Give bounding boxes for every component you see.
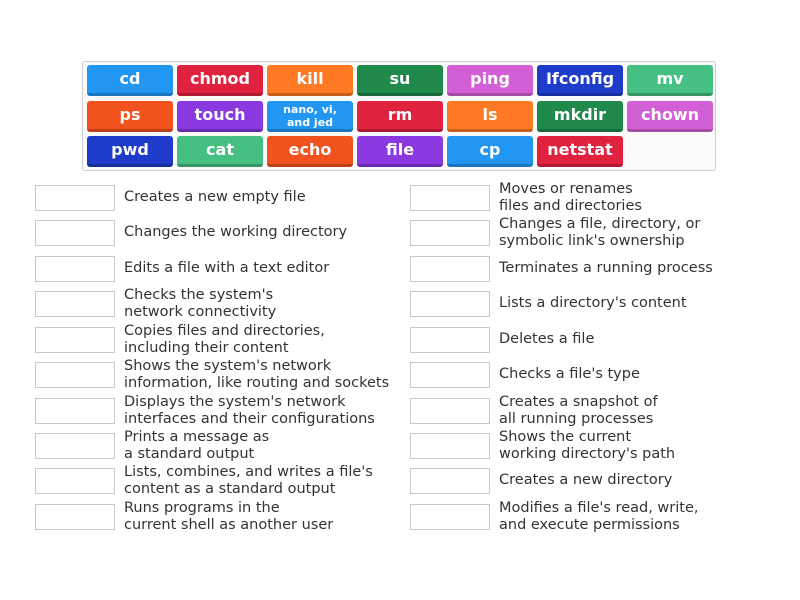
left-description: Prints a message as a standard output — [124, 428, 270, 462]
left-drop-slot[interactable] — [35, 362, 115, 388]
left-description: Edits a file with a text editor — [124, 260, 330, 277]
tile-label: chmod — [190, 69, 250, 88]
right-description: Creates a new directory — [499, 472, 673, 489]
tile-label: chown — [640, 105, 700, 124]
answer-tile[interactable] — [177, 65, 263, 96]
answer-tile[interactable] — [537, 101, 623, 132]
tile-label: cp — [479, 140, 501, 159]
answer-tile[interactable] — [177, 136, 263, 167]
left-description: Lists, combines, and writes a file's content as a standard output — [124, 463, 373, 497]
answer-tile[interactable] — [627, 101, 713, 132]
answer-tile[interactable] — [537, 136, 623, 167]
answer-tile[interactable] — [87, 101, 173, 132]
right-drop-slot[interactable] — [410, 220, 490, 246]
left-drop-slot[interactable] — [35, 327, 115, 353]
answer-tile[interactable] — [87, 65, 173, 96]
answer-tile[interactable] — [447, 65, 533, 96]
tile-label: ls — [482, 105, 498, 124]
left-drop-slot[interactable] — [35, 185, 115, 211]
tile-label: cd — [119, 69, 141, 88]
right-drop-slot[interactable] — [410, 291, 490, 317]
left-description: Copies files and directories, including their content — [124, 322, 325, 356]
left-description: Runs programs in the current shell as another user — [124, 499, 334, 533]
left-drop-slot[interactable] — [35, 468, 115, 494]
right-description: Checks a file's type — [499, 366, 640, 383]
right-drop-slot[interactable] — [410, 362, 490, 388]
left-description: Displays the system's network interfaces and their configurations — [124, 393, 375, 427]
answer-tile[interactable] — [267, 136, 353, 167]
right-drop-slot[interactable] — [410, 256, 490, 282]
right-drop-slot[interactable] — [410, 398, 490, 424]
right-description: Modifies a file's read, write, and execute permissions — [499, 499, 699, 533]
left-drop-slot[interactable] — [35, 504, 115, 530]
right-drop-slot[interactable] — [410, 468, 490, 494]
right-description: Deletes a file — [499, 331, 595, 348]
answer-tile[interactable] — [357, 136, 443, 167]
right-description: Lists a directory's content — [499, 295, 687, 312]
tile-label: pwd — [111, 140, 149, 159]
tile-label: netstat — [547, 140, 613, 159]
answer-tile[interactable] — [357, 65, 443, 96]
tile-label: ping — [470, 69, 510, 88]
right-drop-slot[interactable] — [410, 433, 490, 459]
answer-tile-bank — [82, 61, 716, 171]
right-drop-slot[interactable] — [410, 185, 490, 211]
tile-label: kill — [296, 69, 324, 88]
right-description: Terminates a running process — [499, 260, 713, 277]
answer-tile[interactable] — [627, 65, 713, 96]
right-drop-slot[interactable] — [410, 327, 490, 353]
answer-tile[interactable] — [447, 136, 533, 167]
tile-label: rm — [387, 105, 413, 124]
left-drop-slot[interactable] — [35, 398, 115, 424]
left-description: Checks the system's network connectivity — [124, 286, 277, 320]
tile-label: ps — [119, 105, 141, 124]
left-description: Changes the working directory — [124, 224, 348, 241]
tile-label: cat — [206, 140, 234, 159]
answer-tile[interactable] — [357, 101, 443, 132]
answer-tile[interactable] — [177, 101, 263, 132]
left-drop-slot[interactable] — [35, 433, 115, 459]
tile-label: file — [385, 140, 415, 159]
answer-tile[interactable] — [447, 101, 533, 132]
tile-label: mv — [656, 69, 684, 88]
left-drop-slot[interactable] — [35, 256, 115, 282]
tile-label: Ifconfig — [545, 69, 615, 88]
answer-tile[interactable] — [537, 65, 623, 96]
right-description: Changes a file, directory, or symbolic link's ownership — [499, 215, 701, 249]
right-drop-slot[interactable] — [410, 504, 490, 530]
left-description: Shows the system's network information, like routing and sockets — [124, 357, 390, 391]
answer-tile[interactable] — [267, 101, 353, 132]
tile-label: touch — [194, 105, 246, 124]
answer-tile[interactable] — [267, 65, 353, 96]
left-description: Creates a new empty file — [124, 189, 306, 206]
right-description: Moves or renames files and directories — [499, 180, 642, 214]
answer-tile[interactable] — [87, 136, 173, 167]
right-description: Creates a snapshot of all running processes — [499, 393, 658, 427]
tile-label: su — [389, 69, 411, 88]
tile-label: echo — [288, 140, 332, 159]
left-drop-slot[interactable] — [35, 291, 115, 317]
tile-label: nano, vi, and jed — [283, 102, 337, 129]
tile-label: mkdir — [553, 105, 607, 124]
left-drop-slot[interactable] — [35, 220, 115, 246]
right-description: Shows the current working directory's path — [499, 428, 676, 462]
